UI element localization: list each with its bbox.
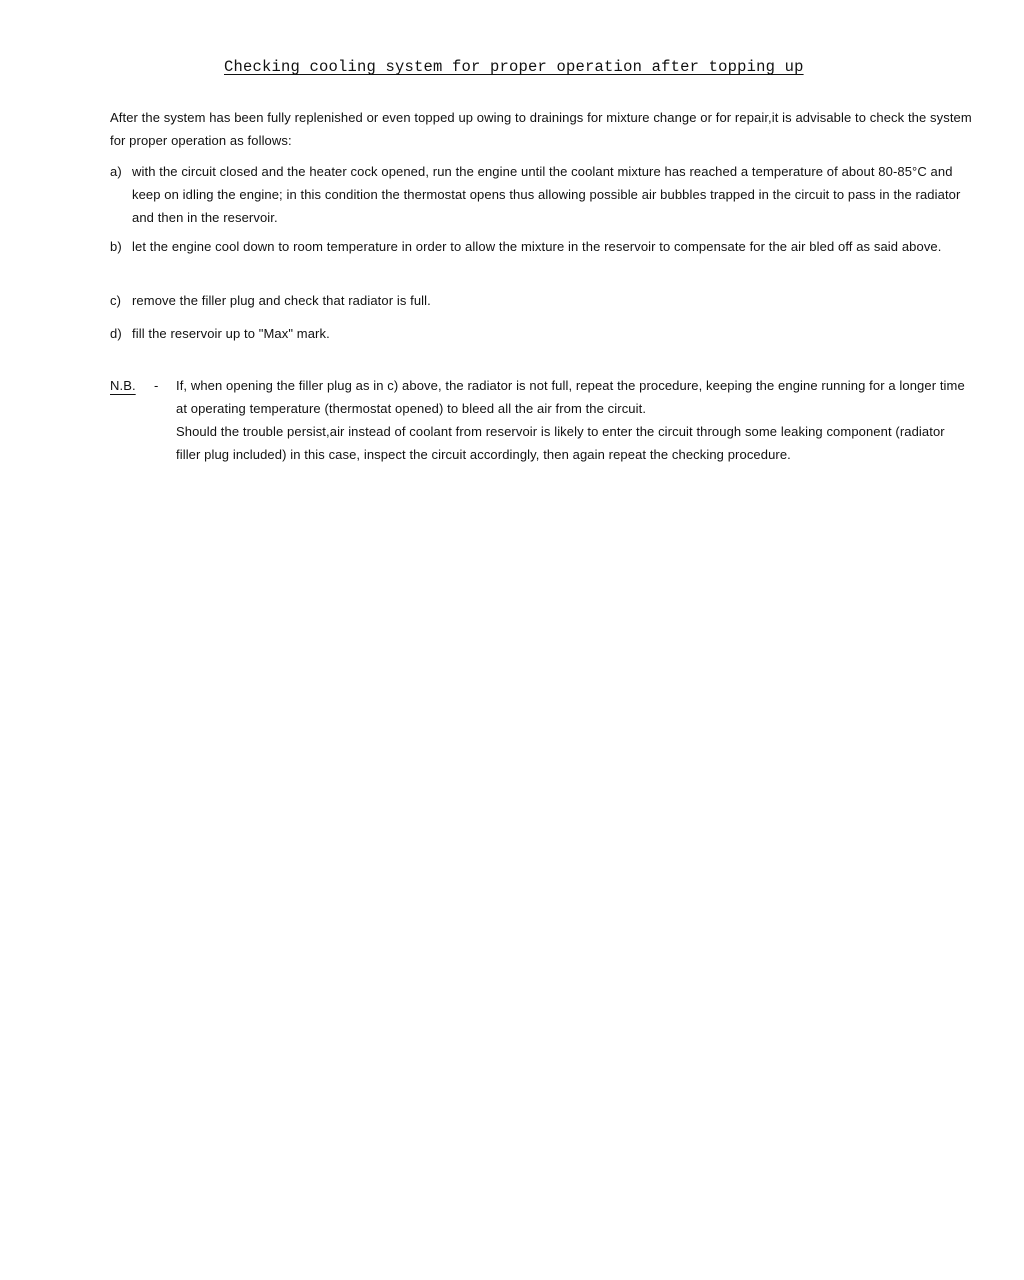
- note-label: N.B.: [110, 378, 136, 393]
- note-block: [110, 374, 972, 466]
- note-paragraph-2: Should the trouble persist,air instead of coolant from reservoir is likely to enter the circuit through some leaking component (radiator filler plug included) in this case, inspect the circuit accordingly, then again repeat the checking procedure.: [176, 424, 945, 462]
- step-marker: d): [110, 326, 122, 341]
- step-c: [110, 289, 972, 312]
- step-text: let the engine cool down to room temperature in order to allow the mixture in the reservoir to compensate for the air bled off as said above.: [132, 239, 942, 254]
- intro-paragraph: After the system has been fully replenished or even topped up owing to drainings for mixture change or for repair,it is advisable to check the system for proper operation as follows:: [110, 110, 972, 148]
- note-body: [176, 374, 972, 466]
- document-title: Checking cooling system for proper operation after topping up: [224, 58, 804, 76]
- note-paragraph-1: If, when opening the filler plug as in c) above, the radiator is not full, repeat the procedure, keeping the engine running for a longer time at operating temperature (thermostat opened) to bleed all the air from the circuit.: [176, 378, 965, 416]
- step-marker: a): [110, 164, 122, 179]
- step-d: [110, 322, 972, 345]
- step-a: [110, 160, 972, 229]
- step-text: fill the reservoir up to "Max" mark.: [132, 326, 330, 341]
- step-text: with the circuit closed and the heater cock opened, run the engine until the coolant mixture has reached a temperature of about 80-85°C and keep on idling the engine; in this condition the thermostat opens thus allowing possible air bubbles trapped in the circuit to pass in the radiator and then in the reservoir.: [132, 164, 961, 225]
- step-marker: c): [110, 293, 122, 308]
- step-marker: b): [110, 239, 122, 254]
- step-b: [110, 235, 972, 258]
- note-dash: -: [154, 378, 159, 393]
- step-text: remove the filler plug and check that radiator is full.: [132, 293, 431, 308]
